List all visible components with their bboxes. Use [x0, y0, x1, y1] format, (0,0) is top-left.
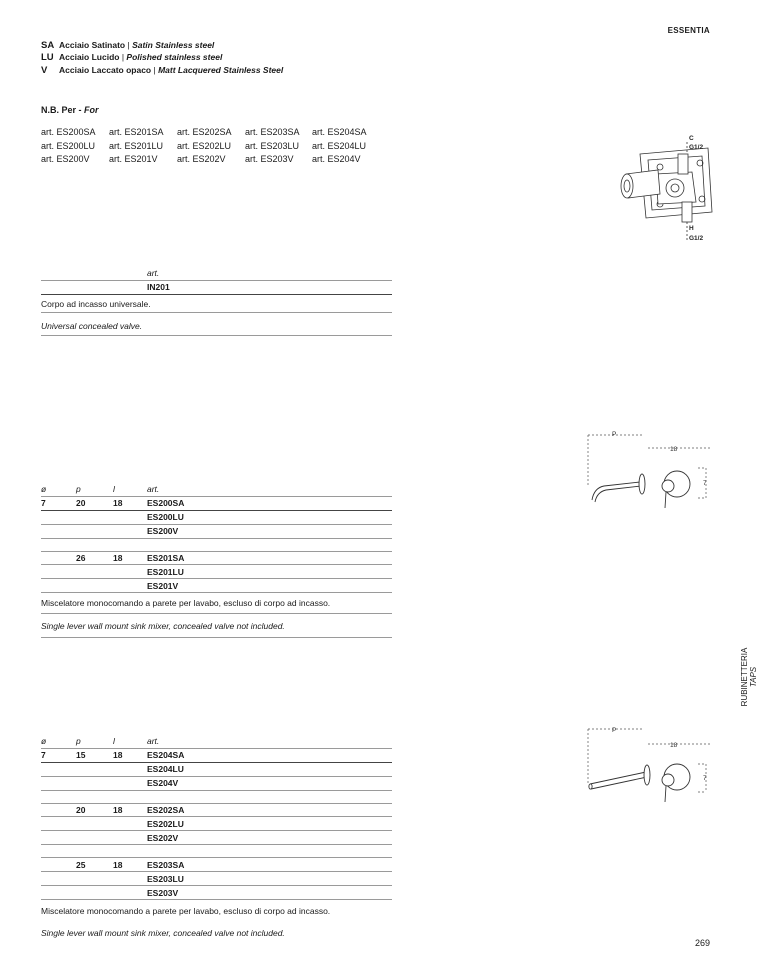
- cell-art: ES203V: [147, 887, 179, 898]
- grid-cell: art. ES200V: [41, 154, 90, 164]
- table-row: [41, 886, 392, 900]
- finish-it: Acciaio Laccato opaco: [59, 65, 152, 75]
- header-p: p: [76, 484, 81, 494]
- cell-art: ES201SA: [147, 553, 185, 564]
- finish-lu: LU Acciaio Lucido | Polished stainless steel: [41, 52, 223, 63]
- cell-l: 18: [113, 859, 123, 870]
- header-p: p: [76, 736, 81, 746]
- table-row: [41, 552, 392, 566]
- finish-it: Acciaio Lucido: [59, 52, 120, 62]
- cell-p: 20: [76, 805, 86, 816]
- header-art: art.: [147, 736, 160, 746]
- cell-l: 18: [113, 498, 123, 509]
- side-label-it: RUBINETTERIA: [740, 647, 749, 707]
- header-art: art.: [147, 268, 160, 278]
- finish-en: Matt Lacquered Stainless Steel: [158, 65, 284, 75]
- nb-note: [41, 105, 99, 115]
- grid-cell: art. ES203SA: [245, 127, 300, 137]
- brand-title: ESSENTIA: [667, 26, 710, 35]
- grid-cell: art. ES201SA: [109, 127, 164, 137]
- page-number: 269: [694, 938, 710, 948]
- spout-top: [590, 772, 646, 784]
- finish-en: Satin Stainless steel: [132, 40, 215, 50]
- cold-inlet: [678, 154, 688, 174]
- mixer-drawing-straight: [584, 722, 714, 804]
- table-gap: [41, 791, 392, 804]
- finish-code: LU: [41, 52, 54, 63]
- table-gap: [41, 539, 392, 552]
- cell-art: ES200V: [147, 526, 179, 537]
- cell-p: 20: [76, 498, 86, 509]
- nb-for: For: [84, 105, 99, 115]
- cell-art: ES200SA: [147, 498, 185, 509]
- spout-plate: [644, 765, 650, 785]
- description-text: Single lever wall mount sink mixer, concealed valve not included.: [41, 927, 285, 938]
- finish-sa: SA Acciaio Satinato | Satin Stainless steel: [41, 40, 215, 51]
- section-es202-es204: [41, 735, 392, 943]
- table-row: [41, 804, 392, 818]
- dim-7-label: 7: [703, 480, 707, 487]
- finish-code: SA: [41, 40, 55, 51]
- table-row: [41, 749, 392, 763]
- frame-hole: [657, 164, 663, 170]
- table-header-row: [41, 735, 392, 749]
- header-diameter: ø: [41, 484, 47, 494]
- grid-cell: art. ES204SA: [312, 127, 367, 137]
- header-l: l: [113, 484, 115, 494]
- table-row: [41, 763, 392, 777]
- cell-diameter: 7: [41, 498, 46, 509]
- grid-cell: art. ES201V: [109, 154, 158, 164]
- description-text: Universal concealed valve.: [41, 320, 143, 331]
- section-in201: [41, 267, 392, 336]
- table-row: [41, 511, 392, 525]
- cell-art: ES203LU: [147, 873, 184, 884]
- cold-label: C: [689, 135, 694, 142]
- table-header-row: [41, 267, 392, 281]
- grid-cell: art. ES204V: [312, 154, 361, 164]
- table-row: [41, 281, 392, 295]
- cell-l: 18: [113, 750, 123, 761]
- description-text: Single lever wall mount sink mixer, concealed valve not included.: [41, 621, 285, 632]
- cell-art: ES204SA: [147, 750, 185, 761]
- table-row: [41, 831, 392, 845]
- handle-knob: [662, 774, 674, 786]
- cell-art: ES204V: [147, 778, 179, 789]
- cell-l: 18: [113, 805, 123, 816]
- header-l: l: [113, 736, 115, 746]
- table-row: [41, 497, 392, 511]
- cell-art: ES201LU: [147, 566, 184, 577]
- cell-art: ES202SA: [147, 805, 185, 816]
- table-row: [41, 565, 392, 579]
- table-row: [41, 579, 392, 593]
- cell-art: ES200LU: [147, 512, 184, 523]
- description-text: Corpo ad incasso universale.: [41, 298, 151, 309]
- spout-plate: [639, 474, 645, 494]
- art-code: IN201: [147, 282, 170, 293]
- spout-top: [592, 482, 640, 500]
- cell-p: 15: [76, 750, 86, 761]
- description-text: Miscelatore monocomando a parete per lavabo, escluso di corpo ad incasso.: [41, 598, 331, 609]
- grid-cell: art. ES202SA: [177, 127, 232, 137]
- finish-code: V: [41, 65, 48, 76]
- dim-p-label: P: [612, 431, 617, 438]
- side-category-label: [737, 643, 761, 711]
- table-row: [41, 777, 392, 791]
- grid-cell: art. ES203LU: [245, 140, 300, 151]
- table-gap: [41, 845, 392, 858]
- cell-p: 26: [76, 553, 86, 564]
- handle-knob: [662, 480, 674, 492]
- table-row: [41, 872, 392, 886]
- table-header-row: [41, 483, 392, 497]
- finish-it: Acciaio Satinato: [59, 40, 126, 50]
- spout-bottom: [591, 777, 647, 789]
- cell-art: ES204LU: [147, 764, 184, 775]
- handle-lever: [665, 492, 666, 508]
- spout-tip: [589, 784, 592, 789]
- hot-size: G1/2: [689, 235, 704, 242]
- frame-hole: [699, 196, 705, 202]
- description-en: [41, 920, 392, 943]
- concealed-valve-drawing: [612, 132, 722, 247]
- dim-18-label: 18: [670, 446, 678, 453]
- grid-cell: art. ES204LU: [312, 140, 367, 151]
- spout-bottom: [595, 486, 641, 502]
- finish-en: Polished stainless steel: [126, 52, 223, 62]
- mixer-drawing-curved: [584, 428, 714, 510]
- cell-art: ES203SA: [147, 859, 185, 870]
- cell-art: ES201V: [147, 580, 179, 591]
- cell-diameter: 7: [41, 750, 46, 761]
- grid-cell: art. ES201LU: [109, 140, 164, 151]
- article-grid: [41, 126, 380, 166]
- hot-inlet: [682, 202, 692, 222]
- nb-label: N.B. Per -: [41, 105, 85, 115]
- grid-cell: art. ES202V: [177, 154, 226, 164]
- grid-cell: art. ES202LU: [177, 140, 232, 151]
- hot-label: H: [689, 225, 694, 232]
- description-en: [41, 313, 392, 336]
- header-diameter: ø: [41, 736, 47, 746]
- grid-cell: art. ES203V: [245, 154, 294, 164]
- section-es200-es201: [41, 483, 392, 638]
- cell-l: 18: [113, 553, 123, 564]
- grid-cell: art. ES200LU: [41, 140, 96, 151]
- dim-18-label: 18: [670, 742, 678, 749]
- cell-p: 25: [76, 859, 86, 870]
- description-it: [41, 900, 392, 920]
- cartridge-face: [621, 174, 633, 198]
- dim-7-label: 7: [703, 775, 707, 782]
- description-it: [41, 295, 392, 313]
- table-row: [41, 817, 392, 831]
- cell-art: ES202V: [147, 832, 179, 843]
- table-row: [41, 525, 392, 539]
- cold-size: G1/2: [689, 144, 704, 151]
- dim-p-label: P: [612, 727, 617, 734]
- header-art: art.: [147, 484, 160, 494]
- finish-v: V Acciaio Laccato opaco | Matt Lacquered Stainless Steel: [41, 65, 284, 76]
- cell-art: ES202LU: [147, 818, 184, 829]
- description-text: Miscelatore monocomando a parete per lavabo, escluso di corpo ad incasso.: [41, 905, 331, 916]
- table-row: [41, 858, 392, 872]
- description-en: [41, 614, 392, 638]
- valve-port: [666, 179, 684, 197]
- description-it: [41, 593, 392, 614]
- handle-lever: [665, 786, 666, 802]
- grid-cell: art. ES200SA: [41, 127, 96, 137]
- side-label-en: TAPS: [749, 666, 758, 688]
